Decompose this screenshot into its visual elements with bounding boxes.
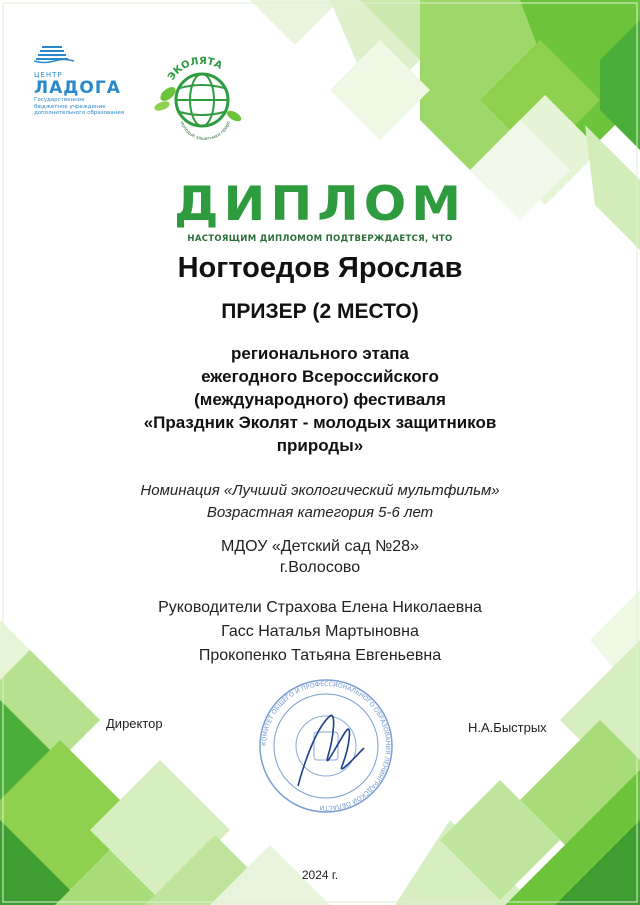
year: 2024 г. (301, 868, 339, 882)
ladoga-subtitle: Государственное бюджетное учреждение дополнительного образования (34, 97, 125, 116)
ship-icon (34, 44, 76, 64)
ladoga-logo (34, 44, 144, 117)
winner-name: Ногтоедов Ярослав (177, 252, 463, 284)
diploma-subtitle: НАСТОЯЩИМ ДИПЛОМОМ ПОДТВЕРЖДАЕТСЯ, ЧТО (187, 234, 453, 244)
seal-text: КОМИТЕТ ОБЩЕГО И ПРОФЕССИОНАЛЬНОГО ОБРАЗОВАНИЯ ЛЕНИНГРАДСКОЙ ОБЛАСТИ (260, 680, 392, 812)
leader-line: Прокопенко Татьяна Евгеньевна (198, 647, 442, 664)
ecolyata-logo (150, 50, 250, 140)
official-seal (256, 676, 396, 816)
ladoga-center-label: ЦЕНТР (34, 71, 63, 79)
event-line: (международного) фестиваля (194, 390, 446, 409)
leader-line: Гасс Наталья Мартыновна (221, 623, 419, 640)
nomination-block (0, 480, 640, 524)
event-description (0, 342, 640, 457)
decor-shape (250, 0, 340, 45)
organization: МДОУ «Детский сад №28» (221, 538, 419, 555)
diploma-title: ДИПЛОМ (173, 176, 466, 232)
award-place: ПРИЗЕР (2 МЕСТО) (221, 300, 419, 323)
city: г.Волосово (279, 559, 361, 576)
ecolyata-name: ЭКОЛЯТА (166, 55, 224, 83)
event-line: регионального этапа (230, 344, 409, 363)
director-name: Н.А.Быстрых (468, 720, 547, 735)
organization-block (0, 536, 640, 578)
ecolyata-tagline: молодые защитники приро (178, 120, 232, 140)
ladoga-name: ЛАДОГА (34, 78, 121, 98)
nomination: Номинация «Лучший экологический мультфильм» (140, 482, 500, 499)
leader-line: Руководители Страхова Елена Николаевна (158, 599, 482, 616)
director-label: Директор (106, 716, 163, 731)
event-line: природы» (276, 436, 364, 455)
event-line: ежегодного Всероссийского (201, 367, 439, 386)
age-category: Возрастная категория 5-6 лет (206, 504, 434, 521)
leaders-block (0, 596, 640, 668)
event-line: «Праздник Эколят - молодых защитников (143, 413, 497, 432)
